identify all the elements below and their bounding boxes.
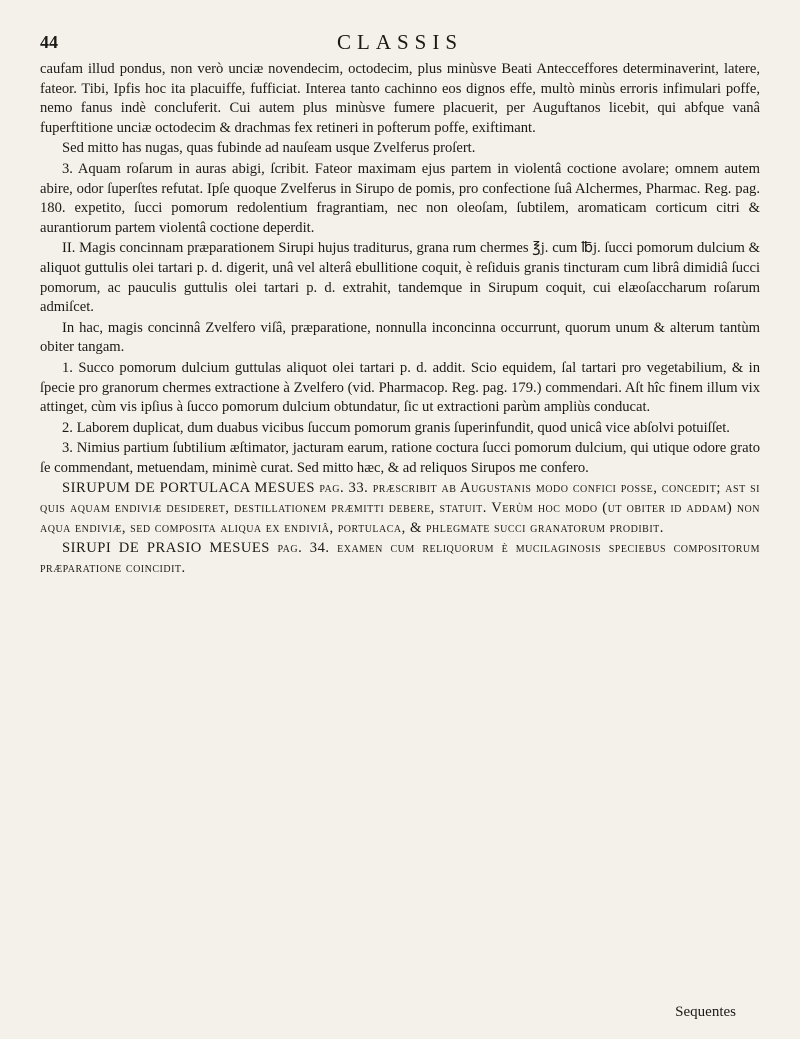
paragraph: II. Magis concinnam præparationem Sirupi hujus traditurus, grana rum chermes ℥j. cum ℔j. ſucci pomorum dulcium & aliquot guttulis olei tartari p. d. digerit, unâ vel alterâ ebullitione coquit, è reſiduis granis tincturam cum librâ dimidiâ ſucci pomorum, ac pauculis guttulis olei tartari p. d. extrahit, tandemque in Sirupum coquit, cui elæoſaccharum roſarum admiſcet. [40, 240, 760, 316]
paragraph: caufam illud pondus, non verò unciæ novendecim, octodecim, plus minùsve Beati Antecceffores determinaverint, latere, fateor. Tibi, Ipfis hoc ita placuiffe, fufficiat. Interea tanto cachinno eos dignos effe, multò minùs erroris infimulari poffe, nemo fanus indè concluferit. Cui autem plus minùsve fumere placuerit, per Auguftanos licebit, qui abfque vanâ fuperftitione unciæ octodecim & drachmas fex retineri in pofterum poffe, exiftimant. [40, 61, 760, 136]
body-text [40, 60, 760, 578]
page-header [40, 22, 760, 60]
paragraph-heading: SIRUPUM DE PORTULACA MESUES pag. 33. præſcribit ab Auguſtanis modo confici poſſe, concedit; aſt ſi quis aquam endiviæ deſideret, deſtillationem præmitti debere, ſtatuit. Verùm hoc modo (ut obiter id addam) non aqua endiviæ, ſed compoſita aliqua ex endiviâ, portulaca, & phlegmate ſucci granatorum prodibit. [40, 480, 760, 536]
paragraph: 1. Succo pomorum dulcium guttulas aliquot olei tartari p. d. addit. Scio equidem, ſal tartari pro vegetabilium, & in ſpecie pro granorum chermes extractione à Zvelfero (vid. Pharmacop. Reg. pag. 179.) commendari. Aſt hîc finem illum vix attinget, cùm vis ipſius à ſucco pomorum dulcium obtundatur, ſic ut extractioni parùm ampliùs conducat. [40, 359, 760, 416]
paragraph: Sed mitto has nugas, quas fubinde ad nauſeam usque Zvelferus proſert. [62, 140, 476, 157]
paragraph-heading: SIRUPI DE PRASIO MESUES pag. 34. examen cum reliquorum è mucilaginoſis ſpeciebus compoſitorum præparatione coincidit. [40, 540, 760, 576]
page-number: 44 [40, 32, 58, 52]
paragraph: 3. Nimius partium ſubtilium æſtimator, jacturam earum, ratione coctura ſucci pomorum dulcium, qui utique odore grato ſe commendant, metuendam, minimè curat. Sed mitto hæc, & ad reliquos Sirupos me confero. [40, 440, 760, 476]
paragraph: In hac, magis concinnâ Zvelfero viſâ, præparatione, nonnulla inconcinna occurrunt, quorum unum & alterum tantùm obiter tangam. [40, 319, 760, 356]
running-title: CLASSIS [336, 30, 464, 54]
paragraph: 3. Aquam roſarum in auras abigi, ſcribit. Fateor maximam ejus partem in violentâ coctione avolare; omnem autem abire, odor ſuperſtes refutat. Ipſe quoque Zvelferus in Sirupo de pomis, pro confectione ſuâ Alchermes, Pharmac. Reg. pag. 180. expetito, ſucci pomorum redolentium fragrantiam, nec non oleoſam, ſubtilem, aromaticam corticum citri & aurantiorum partem violentâ coctione deperdit. [40, 160, 760, 236]
catchword: Sequentes [675, 1004, 736, 1020]
paragraph: 2. Laborem duplicat, dum duabus vicibus ſuccum pomorum granis ſuperinfundit, quod unicâ vice abſolvi potuiſſet. [62, 419, 730, 436]
